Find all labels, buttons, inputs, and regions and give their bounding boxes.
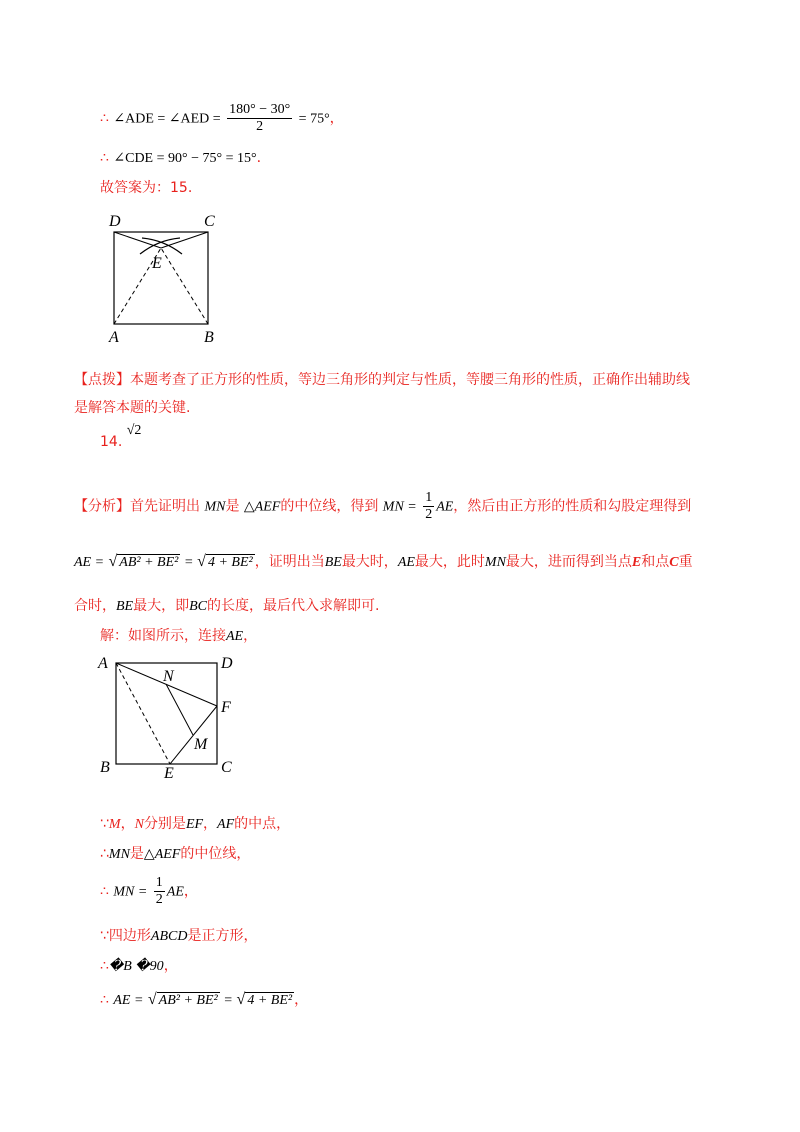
math-equals: = (184, 555, 193, 570)
label-c: C (204, 213, 215, 230)
question-number: 14. (100, 434, 123, 450)
fraction-half (154, 875, 165, 908)
point-c: C (669, 555, 679, 570)
tip-label: 【点拨】 (74, 372, 130, 388)
label-m: M (194, 736, 208, 753)
question-answer: √2 (126, 423, 142, 438)
equation-rhs: = 75° (298, 111, 330, 127)
solution-text: 解：如图所示，连接 (100, 628, 226, 644)
fraction-half (423, 490, 434, 523)
label-f: F (221, 699, 231, 716)
punctuation: ， (329, 110, 344, 127)
fraction (227, 102, 292, 135)
math-n: N (134, 817, 144, 832)
radical-sign: √ (108, 553, 118, 570)
square-outline (114, 232, 208, 324)
analysis-text: ，证明出当 (254, 554, 325, 570)
because-symbol: ∵ (100, 816, 109, 832)
dashed-ae (116, 663, 170, 764)
punctuation: ， (183, 883, 198, 900)
segment-ef (170, 706, 217, 764)
solution-text: 的中点， (234, 816, 291, 832)
analysis-text: 最大，即 (133, 598, 190, 614)
arc-right (142, 238, 182, 254)
figure-square-abcd-2 (95, 650, 245, 785)
math-sqrt-4-be: 4 + BE² (207, 555, 253, 570)
question-14 (100, 423, 142, 453)
therefore-symbol: ∴ (100, 110, 109, 127)
equation-lhs: ∠ADE = ∠AED = (113, 111, 221, 127)
math-ae: AE (166, 884, 184, 900)
math-sqrt-ab-be: AB² + BE² (119, 555, 179, 570)
analysis-text: 合时， (74, 598, 116, 614)
label-c: C (221, 759, 232, 776)
answer-line: 故答案为：15. (100, 180, 193, 196)
math-sqrt-ab-be: AB² + BE² (158, 993, 218, 1008)
analysis-text: ，然后由正方形的性质和勾股定理得到 (453, 498, 692, 515)
solution-text: 分别是 (143, 816, 186, 832)
solution-text: 的中位线， (180, 846, 251, 862)
analysis-text: 重 (678, 554, 693, 570)
fraction-denominator: 2 (155, 892, 163, 907)
fraction-denominator: 2 (256, 119, 264, 134)
math-be: BE (324, 555, 342, 570)
therefore-symbol: ∴ (100, 846, 109, 862)
fraction-numerator: 180° − 30° (229, 102, 291, 117)
radical-sign: √ (147, 991, 157, 1008)
math-triangle-aef: △AEF (143, 847, 181, 862)
math-angle-b-garbled: �B �90 (108, 959, 164, 974)
punctuation: ， (243, 628, 258, 644)
solution-step-6 (100, 990, 308, 1011)
arc-left (140, 238, 180, 254)
label-b: B (204, 329, 214, 346)
math-triangle-aef: △AEF (243, 499, 281, 515)
punctuation: ， (163, 958, 178, 974)
punctuation: ， (120, 816, 135, 832)
analysis-text: 和点 (641, 554, 670, 570)
tip-paragraph-line2: 是解答本题的关键. (74, 400, 191, 416)
solution-step-4 (100, 926, 257, 947)
fraction-numerator: 1 (425, 490, 433, 505)
math-ef: EF (185, 817, 204, 832)
math-m: M (108, 817, 121, 832)
math-mn: MN (108, 847, 130, 862)
analysis-text: 最大时， (341, 554, 398, 570)
point-e: E (631, 555, 642, 570)
math-ae-eq: AE = (113, 993, 144, 1008)
label-a: A (98, 655, 108, 672)
label-e: E (164, 765, 174, 782)
punctuation: ， (203, 816, 218, 832)
analysis-text: 是 (225, 498, 240, 515)
tip-paragraph-line1 (74, 370, 690, 390)
solution-step-3 (100, 875, 198, 908)
therefore-symbol: ∴ (100, 992, 109, 1008)
label-n: N (163, 668, 174, 685)
dashed-be (161, 248, 208, 324)
analysis-line3 (74, 596, 379, 617)
math-mn-eq: MN = (382, 499, 417, 515)
label-d: D (109, 213, 121, 230)
therefore-symbol: ∴ (100, 958, 109, 974)
math-af: AF (217, 817, 235, 832)
label-e: E (152, 255, 162, 272)
tip-text-1: 本题考查了正方形的性质，等边三角形的判定与性质，等腰三角形的性质，正确作出辅助线 (130, 372, 690, 388)
solution-step-5 (100, 956, 178, 977)
punctuation: . (256, 150, 262, 166)
segment-mn (166, 684, 193, 735)
solution-text: 是正方形， (187, 928, 258, 944)
analysis-text: 的中位线，得到 (280, 498, 379, 515)
figure-square-abcd-1 (100, 210, 230, 350)
analysis-line1 (74, 490, 691, 523)
solution-step-1 (100, 814, 290, 835)
math-ae: AE (436, 499, 454, 515)
analysis-text: 最大，此时 (414, 554, 485, 570)
label-d: D (221, 655, 233, 672)
fraction-numerator: 1 (155, 875, 163, 890)
math-equals: = (224, 993, 233, 1008)
equation-angle-ade (100, 102, 344, 135)
math-mn-eq: MN = (113, 884, 148, 900)
radical-sign: √ (197, 553, 206, 570)
solution-intro (100, 626, 257, 647)
math-abcd: ABCD (150, 929, 188, 944)
solution-text: 是 (129, 846, 144, 862)
math-be: BE (116, 599, 134, 614)
math-sqrt-4-be: 4 + BE² (247, 993, 293, 1008)
math-bc: BC (189, 599, 207, 614)
analysis-line2 (74, 552, 693, 573)
equation-expr: ∠CDE = 90° − 75° = 15° (113, 151, 257, 166)
analysis-text: 最大，进而得到当点 (505, 554, 632, 570)
fraction-denominator: 2 (425, 507, 433, 522)
math-ae-eq: AE = (74, 555, 105, 570)
therefore-symbol: ∴ (100, 150, 109, 166)
therefore-symbol: ∴ (100, 883, 109, 900)
because-symbol: ∵ (100, 928, 109, 944)
radical-sign: √ (236, 991, 246, 1008)
analysis-text: 首先证明出 (130, 498, 200, 515)
label-a: A (109, 329, 119, 346)
punctuation: ， (294, 992, 309, 1008)
math-ae: AE (226, 629, 244, 644)
equation-angle-cde (100, 148, 261, 169)
math-mn: MN (204, 499, 226, 515)
label-b: B (100, 759, 110, 776)
analysis-label: 【分析】 (74, 498, 130, 515)
math-mn: MN (484, 555, 506, 570)
analysis-text: 的长度，最后代入求解即可. (207, 598, 380, 614)
solution-step-2 (100, 844, 250, 865)
math-ae: AE (397, 555, 415, 570)
solution-text: 四边形 (108, 928, 151, 944)
